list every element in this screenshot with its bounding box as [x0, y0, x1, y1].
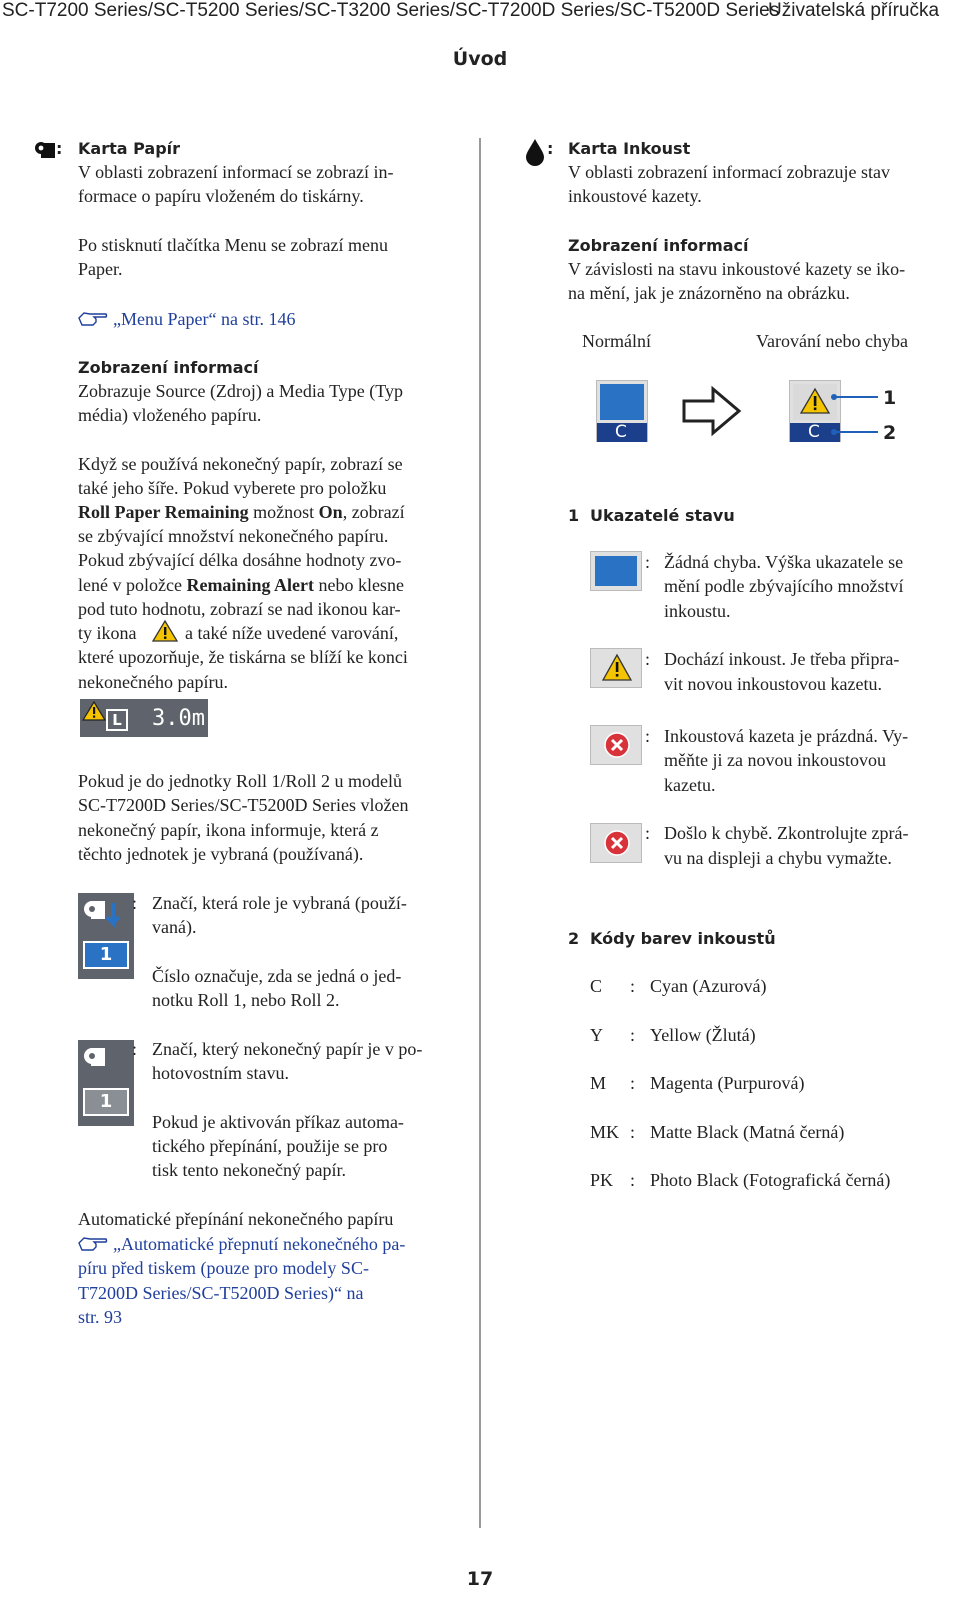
- icon2-desc-1: Značí, který nekonečný papír je v po-: [152, 1039, 423, 1059]
- lcd-roll-letter: L: [106, 709, 128, 731]
- codes-heading: Kódy barev inkoustů: [590, 929, 776, 948]
- icon2-desc-2: hotovostním stavu.: [152, 1063, 290, 1083]
- status-icon-error: [590, 823, 642, 863]
- cartridge-warning-icon: [800, 387, 830, 415]
- code-pk-sep: :: [630, 1170, 636, 1190]
- roll-standby-symbol-icon: [83, 1046, 129, 1082]
- roll-text-6: [78, 573, 404, 598]
- code-mk-name: Matte Black (Matná černá): [650, 1122, 845, 1142]
- warning-label: Varování nebo chyba: [756, 331, 908, 351]
- code-c-name: Cyan (Azurová): [650, 976, 767, 996]
- unit-text-4: těchto jednotek je vybraná (používaná).: [78, 844, 364, 864]
- pointing-hand-icon-2: [78, 1234, 108, 1252]
- auto-switch-text: Automatické přepínání nekonečného papíru: [78, 1209, 394, 1229]
- code-pk-name: Photo Black (Fotografická černá): [650, 1170, 891, 1190]
- page-number: 17: [466, 1568, 494, 1590]
- cartridge-normal: [596, 380, 648, 442]
- column-divider: [479, 138, 481, 1528]
- unit-text-2: SC-T7200D Series/SC-T5200D Series vložen: [78, 795, 409, 815]
- menu-paper-link[interactable]: „Menu Paper“ na str. 146: [113, 309, 296, 329]
- ink-tab-desc-2: inkoustové kazety.: [568, 186, 702, 206]
- menu-text-2: Paper.: [78, 259, 123, 279]
- unit-text-3: nekonečný papír, ikona informuje, která z: [78, 820, 379, 840]
- roll-text-7: pod tuto hodnotu, zobrazí se nad ikonou kar-: [78, 599, 401, 619]
- callout-1: 1: [883, 387, 897, 409]
- low-ink-warning-icon: [602, 653, 632, 683]
- paper-tab-desc-1: V oblasti zobrazení informací se zobrazí in-: [78, 162, 394, 182]
- icon2-desc2-1: Pokud je aktivován příkaz automa-: [152, 1112, 404, 1132]
- status-3-line-2: měňte ji za novou inkoustovou: [664, 750, 886, 770]
- code-c-sep: :: [630, 976, 636, 996]
- error-icon: [603, 829, 631, 857]
- roll-number-badge-selected: 1: [83, 941, 129, 969]
- normal-label: Normální: [582, 331, 651, 351]
- empty-error-icon: [603, 731, 631, 759]
- lcd-remaining-display: [80, 699, 208, 737]
- menu-text-1: Po stisknutí tlačítka Menu se zobrazí menu: [78, 235, 388, 255]
- ink-tab-desc-1: V oblasti zobrazení informací zobrazuje stav: [568, 162, 891, 182]
- callout-lines: [830, 388, 880, 440]
- code-mk: MK: [590, 1122, 620, 1142]
- roll-paper-remaining-term: Roll Paper Remaining: [78, 502, 249, 522]
- header-series: SC-T7200 Series/SC-T5200 Series/SC-T3200 Series/SC-T7200D Series/SC-T5200D Series: [2, 0, 780, 21]
- icon2-colon: :: [132, 1039, 138, 1059]
- remaining-alert-term: Remaining Alert: [186, 575, 314, 595]
- code-m-name: Magenta (Purpurová): [650, 1073, 805, 1093]
- paper-tab-colon: :: [56, 139, 63, 158]
- section-title: Úvod: [452, 48, 508, 70]
- cartridge-color-code: C: [597, 423, 647, 442]
- status-icon-low: [590, 648, 642, 688]
- icon1-desc-1: Značí, která role je vybraná (použí-: [152, 893, 407, 913]
- lcd-remaining-value: 3.0m: [152, 706, 205, 731]
- status-4-line-2: vu na displeji a chybu vymažte.: [664, 848, 892, 868]
- status-colon-1: :: [645, 552, 651, 572]
- icon2-desc2-3: tisk tento nekonečný papír.: [152, 1160, 346, 1180]
- icon2-desc2-2: tického přepínání, použije se pro: [152, 1136, 388, 1156]
- ink-tab-colon: :: [547, 139, 554, 158]
- roll-text-6-end: nebo klesne: [313, 575, 404, 595]
- status-icon-normal: [590, 551, 642, 591]
- roll-text-8-start: ty ikona: [78, 623, 137, 643]
- roll-text-8-end: a také níže uvedené varování,: [185, 623, 399, 643]
- code-mk-sep: :: [630, 1122, 636, 1142]
- ink-drop-icon: [525, 138, 545, 166]
- code-y: Y: [590, 1025, 603, 1045]
- left-display-desc-2: média) vloženého papíru.: [78, 405, 262, 425]
- code-pk: PK: [590, 1170, 614, 1190]
- code-c: C: [590, 976, 603, 996]
- right-arrow-icon: [681, 385, 743, 437]
- roll-text-1: Když se používá nekonečný papír, zobrazí se: [78, 454, 403, 474]
- roll-text-9: které upozorňuje, že tiskárna se blíží ke konci: [78, 647, 408, 667]
- header-guide-title: Uživatelská příručka: [768, 0, 940, 21]
- roll-text-2: také jeho šíře. Pokud vyberete pro položku: [78, 478, 387, 498]
- ink-level-bar: [600, 384, 644, 420]
- lcd-warning-icon: [82, 700, 106, 722]
- auto-switch-link-4[interactable]: str. 93: [78, 1307, 123, 1327]
- roll-text-3-end: , zobrazí: [342, 502, 405, 522]
- roll-text-3-mid: možnost: [248, 502, 319, 522]
- status-icon-empty: [590, 725, 642, 765]
- right-display-desc-1: V závislosti na stavu inkoustové kazety se iko-: [568, 259, 906, 279]
- callout-2: 2: [883, 422, 897, 444]
- auto-switch-link-1[interactable]: „Automatické přepnutí nekonečného pa-: [113, 1234, 406, 1254]
- auto-switch-link-2[interactable]: píru před tiskem (pouze pro modely SC-: [78, 1258, 369, 1278]
- paper-tab-desc-2: formace o papíru vloženém do tiskárny.: [78, 186, 364, 206]
- status-4-line-1: Došlo k chybě. Zkontrolujte zprá-: [664, 823, 909, 843]
- roll-number-badge-standby: 1: [83, 1088, 129, 1116]
- icon1-desc2-1: Číslo označuje, zda se jedná o jed-: [152, 966, 402, 986]
- code-y-sep: :: [630, 1025, 636, 1045]
- status-heading-number: 1: [568, 506, 580, 525]
- codes-heading-number: 2: [568, 929, 580, 948]
- on-term: On: [318, 502, 343, 522]
- status-3-line-1: Inkoustová kazeta je prázdná. Vy-: [664, 726, 909, 746]
- icon1-desc-2: vaná).: [152, 917, 197, 937]
- status-normal-fill: [595, 556, 637, 586]
- icon1-colon: :: [132, 893, 138, 913]
- code-m-sep: :: [630, 1073, 636, 1093]
- roll-text-6-start: lené v položce: [78, 575, 187, 595]
- paper-tab-title: Karta Papír: [78, 139, 181, 158]
- status-2-line-2: vit novou inkoustovou kazetu.: [664, 674, 882, 694]
- roll-text-10: nekonečného papíru.: [78, 672, 228, 692]
- auto-switch-link-3[interactable]: T7200D Series/SC-T5200D Series)“ na: [78, 1283, 364, 1303]
- status-colon-2: :: [645, 649, 651, 669]
- status-2-line-1: Dochází inkoust. Je třeba připra-: [664, 649, 900, 669]
- pointing-hand-icon: [78, 309, 108, 327]
- right-display-desc-2: na mění, jak je znázorněno na obrázku.: [568, 283, 850, 303]
- unit-text-1: Pokud je do jednotky Roll 1/Roll 2 u modelů: [78, 771, 402, 791]
- roll-text-4: se zbývající množství nekonečného papíru.: [78, 526, 389, 546]
- selected-roll-icon: [78, 893, 134, 979]
- icon1-desc2-2: notku Roll 1, nebo Roll 2.: [152, 990, 340, 1010]
- left-display-title: Zobrazení informací: [78, 358, 259, 377]
- left-display-desc-1: Zobrazuje Source (Zdroj) a Media Type (Typ: [78, 381, 404, 401]
- status-1-line-3: inkoustu.: [664, 601, 731, 621]
- status-3-line-3: kazetu.: [664, 775, 716, 795]
- roll-text-5: Pokud zbývající délka dosáhne hodnoty zvo-: [78, 550, 402, 570]
- status-1-line-1: Žádná chyba. Výška ukazatele se: [664, 552, 904, 572]
- ink-tab-title: Karta Inkoust: [568, 139, 691, 158]
- cartridge-color-code-warning: C: [790, 423, 840, 442]
- right-display-title: Zobrazení informací: [568, 236, 749, 255]
- roll-text-3: [78, 500, 405, 525]
- code-m: M: [590, 1073, 607, 1093]
- code-y-name: Yellow (Žlutá): [650, 1025, 756, 1045]
- status-heading: Ukazatelé stavu: [590, 506, 735, 525]
- status-1-line-2: mění podle zbývajícího množství: [664, 576, 904, 596]
- paper-tab-icon: [34, 140, 56, 160]
- status-colon-3: :: [645, 726, 651, 746]
- standby-roll-icon: [78, 1040, 134, 1126]
- status-colon-4: :: [645, 823, 651, 843]
- roll-selected-symbol-icon: [83, 899, 129, 935]
- warning-triangle-icon: [152, 619, 178, 643]
